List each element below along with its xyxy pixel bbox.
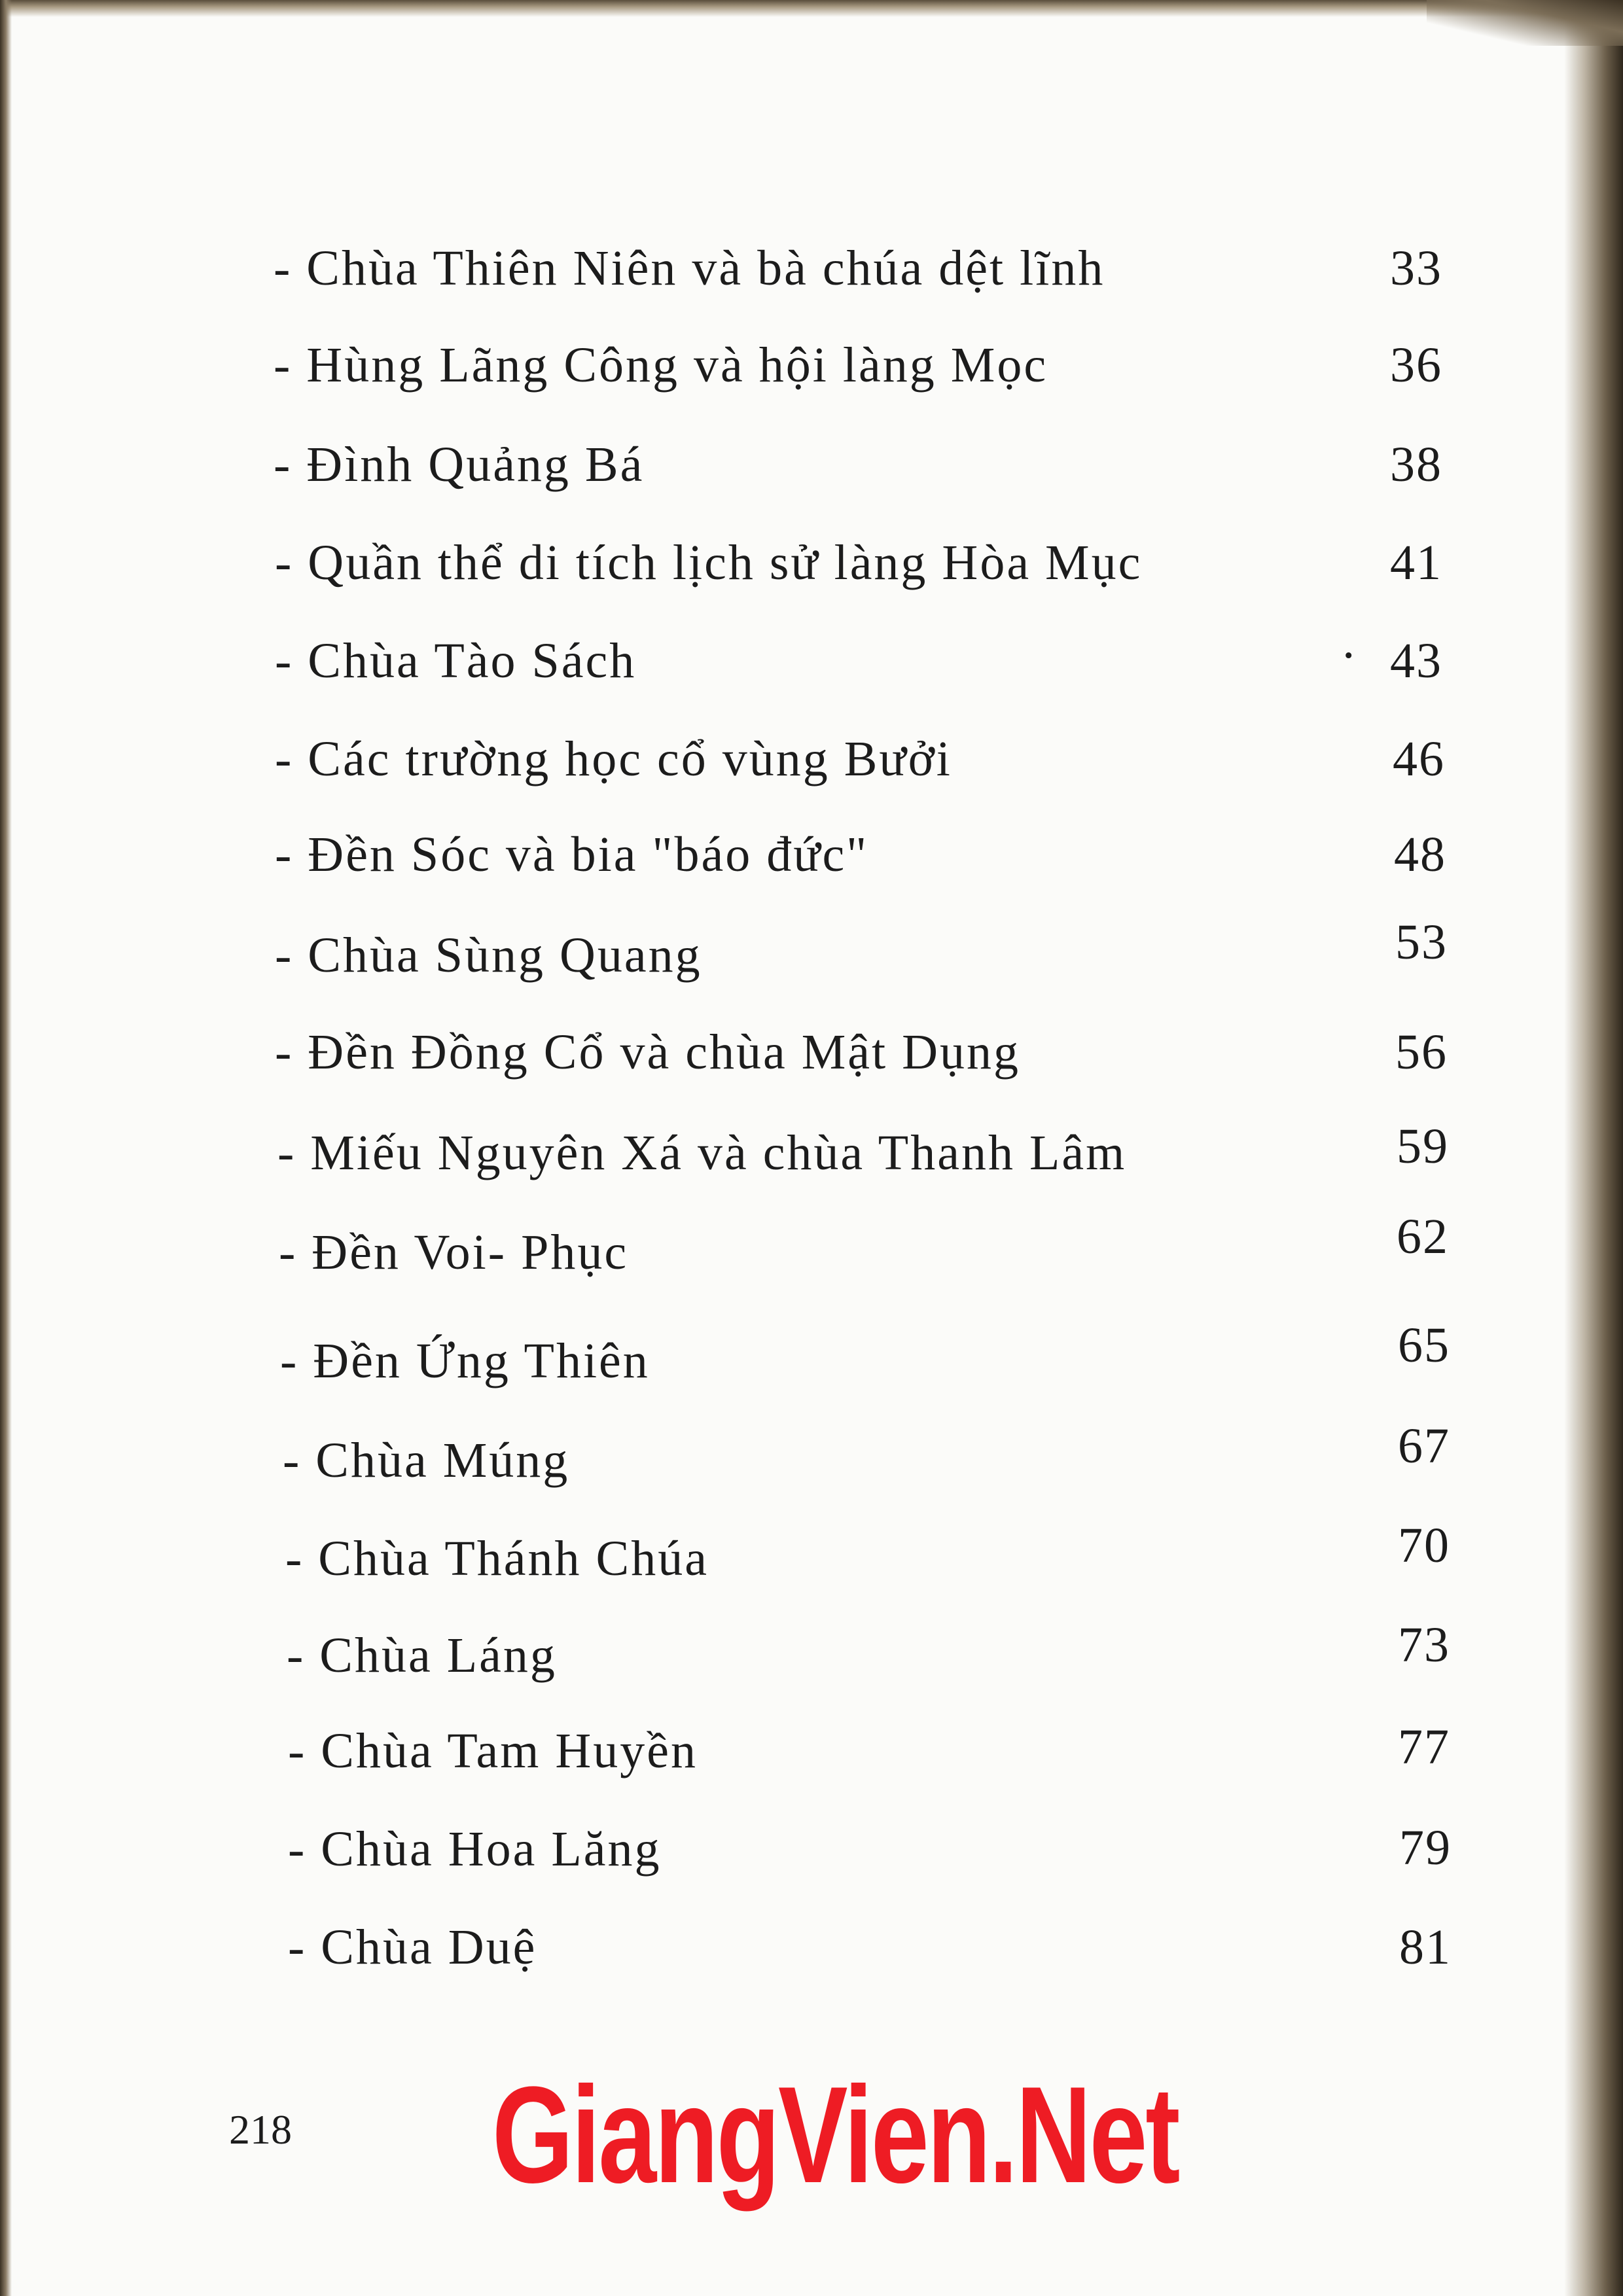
page-number: 218: [229, 2106, 292, 2153]
toc-entry-page: 59: [1397, 1119, 1449, 1174]
toc-entry-title: - Chùa Sùng Quang: [275, 928, 702, 983]
toc-entry: [0, 1120, 1623, 1199]
toc-entry-page: 41: [1390, 535, 1442, 590]
toc-entry-page: 46: [1393, 732, 1445, 786]
toc-entry: [0, 726, 1623, 805]
toc-entry-title: - Chùa Duệ: [288, 1920, 537, 1975]
toc-entry: [0, 915, 1623, 1001]
toc-entry: [0, 530, 1623, 609]
toc-entry-title: - Đền Voi- Phục: [279, 1225, 629, 1280]
toc-entry-title: - Chùa Tam Huyền: [288, 1723, 698, 1778]
toc-entry: [0, 332, 1623, 411]
toc-entry-title: - Chùa Múng: [283, 1433, 570, 1488]
toc-entry-title: - Hùng Lãng Công và hội làng Mọc: [274, 338, 1048, 393]
toc-entry-page: 62: [1397, 1209, 1449, 1264]
toc-entry-page: 79: [1399, 1820, 1452, 1875]
toc-entry-page: 77: [1398, 1720, 1450, 1775]
toc-entry-page: 65: [1398, 1318, 1450, 1373]
toc-entry-page: 33: [1390, 241, 1442, 296]
toc-entry-page: 38: [1390, 437, 1442, 492]
toc-entry-title: - Quần thể di tích lịch sử làng Hòa Mục: [275, 535, 1143, 590]
toc-entry-title: - Đình Quảng Bá: [274, 437, 645, 492]
page-top-edge-shadow: [0, 0, 1623, 17]
toc-entry-page: 43: [1390, 633, 1442, 688]
page-corner-shadow: [1427, 0, 1623, 46]
toc-entry-title: - Chùa Thánh Chúa: [285, 1531, 709, 1586]
toc-entry-title: - Các trường học cổ vùng Bưởi: [275, 732, 952, 786]
toc-entry: [0, 1718, 1623, 1797]
toc-entry-title: - Đền Sóc và bia "báo đức": [275, 827, 869, 882]
toc-entry-page: 36: [1390, 338, 1442, 393]
toc-entry-page: 67: [1398, 1419, 1450, 1474]
toc-entry-page: 53: [1395, 915, 1448, 970]
toc-entry: [0, 1518, 1623, 1604]
toc-entry-page: 73: [1398, 1617, 1450, 1672]
toc-entry-page: 56: [1395, 1025, 1448, 1080]
toc-entry: [0, 1915, 1623, 1993]
toc-entry: [0, 1019, 1623, 1098]
toc-entry-page: 70: [1398, 1518, 1450, 1573]
toc-entry-title: - Chùa Hoa Lăng: [288, 1822, 662, 1877]
toc-entry-title: - Chùa Láng: [287, 1628, 557, 1683]
toc-entry: [0, 236, 1623, 314]
watermark-logo: GiangVien.Net: [492, 2058, 1179, 2212]
stray-dot-mark: ·: [1340, 628, 1357, 683]
toc-entry: [0, 1816, 1623, 1895]
toc-entry-page: 81: [1399, 1920, 1452, 1975]
toc-entry: [0, 822, 1623, 900]
toc-entry-title: - Miếu Nguyên Xá và chùa Thanh Lâm: [277, 1125, 1127, 1180]
toc-entry: [0, 1209, 1623, 1298]
toc-entry: [0, 1419, 1623, 1506]
toc-entry-title: - Chùa Thiên Niên và bà chúa dệt lĩnh: [274, 241, 1105, 296]
toc-entry-title: - Đền Ứng Thiên: [280, 1333, 650, 1388]
toc-entry-title: - Chùa Tào Sách: [275, 633, 637, 688]
toc-entry: [0, 1617, 1623, 1701]
toc-entry: [0, 1318, 1623, 1407]
toc-entry-title: - Đền Đồng Cổ và chùa Mật Dụng: [275, 1025, 1021, 1080]
toc-entry-page: 48: [1394, 827, 1446, 882]
toc-entry: [0, 628, 1623, 707]
toc-entry: [0, 432, 1623, 510]
